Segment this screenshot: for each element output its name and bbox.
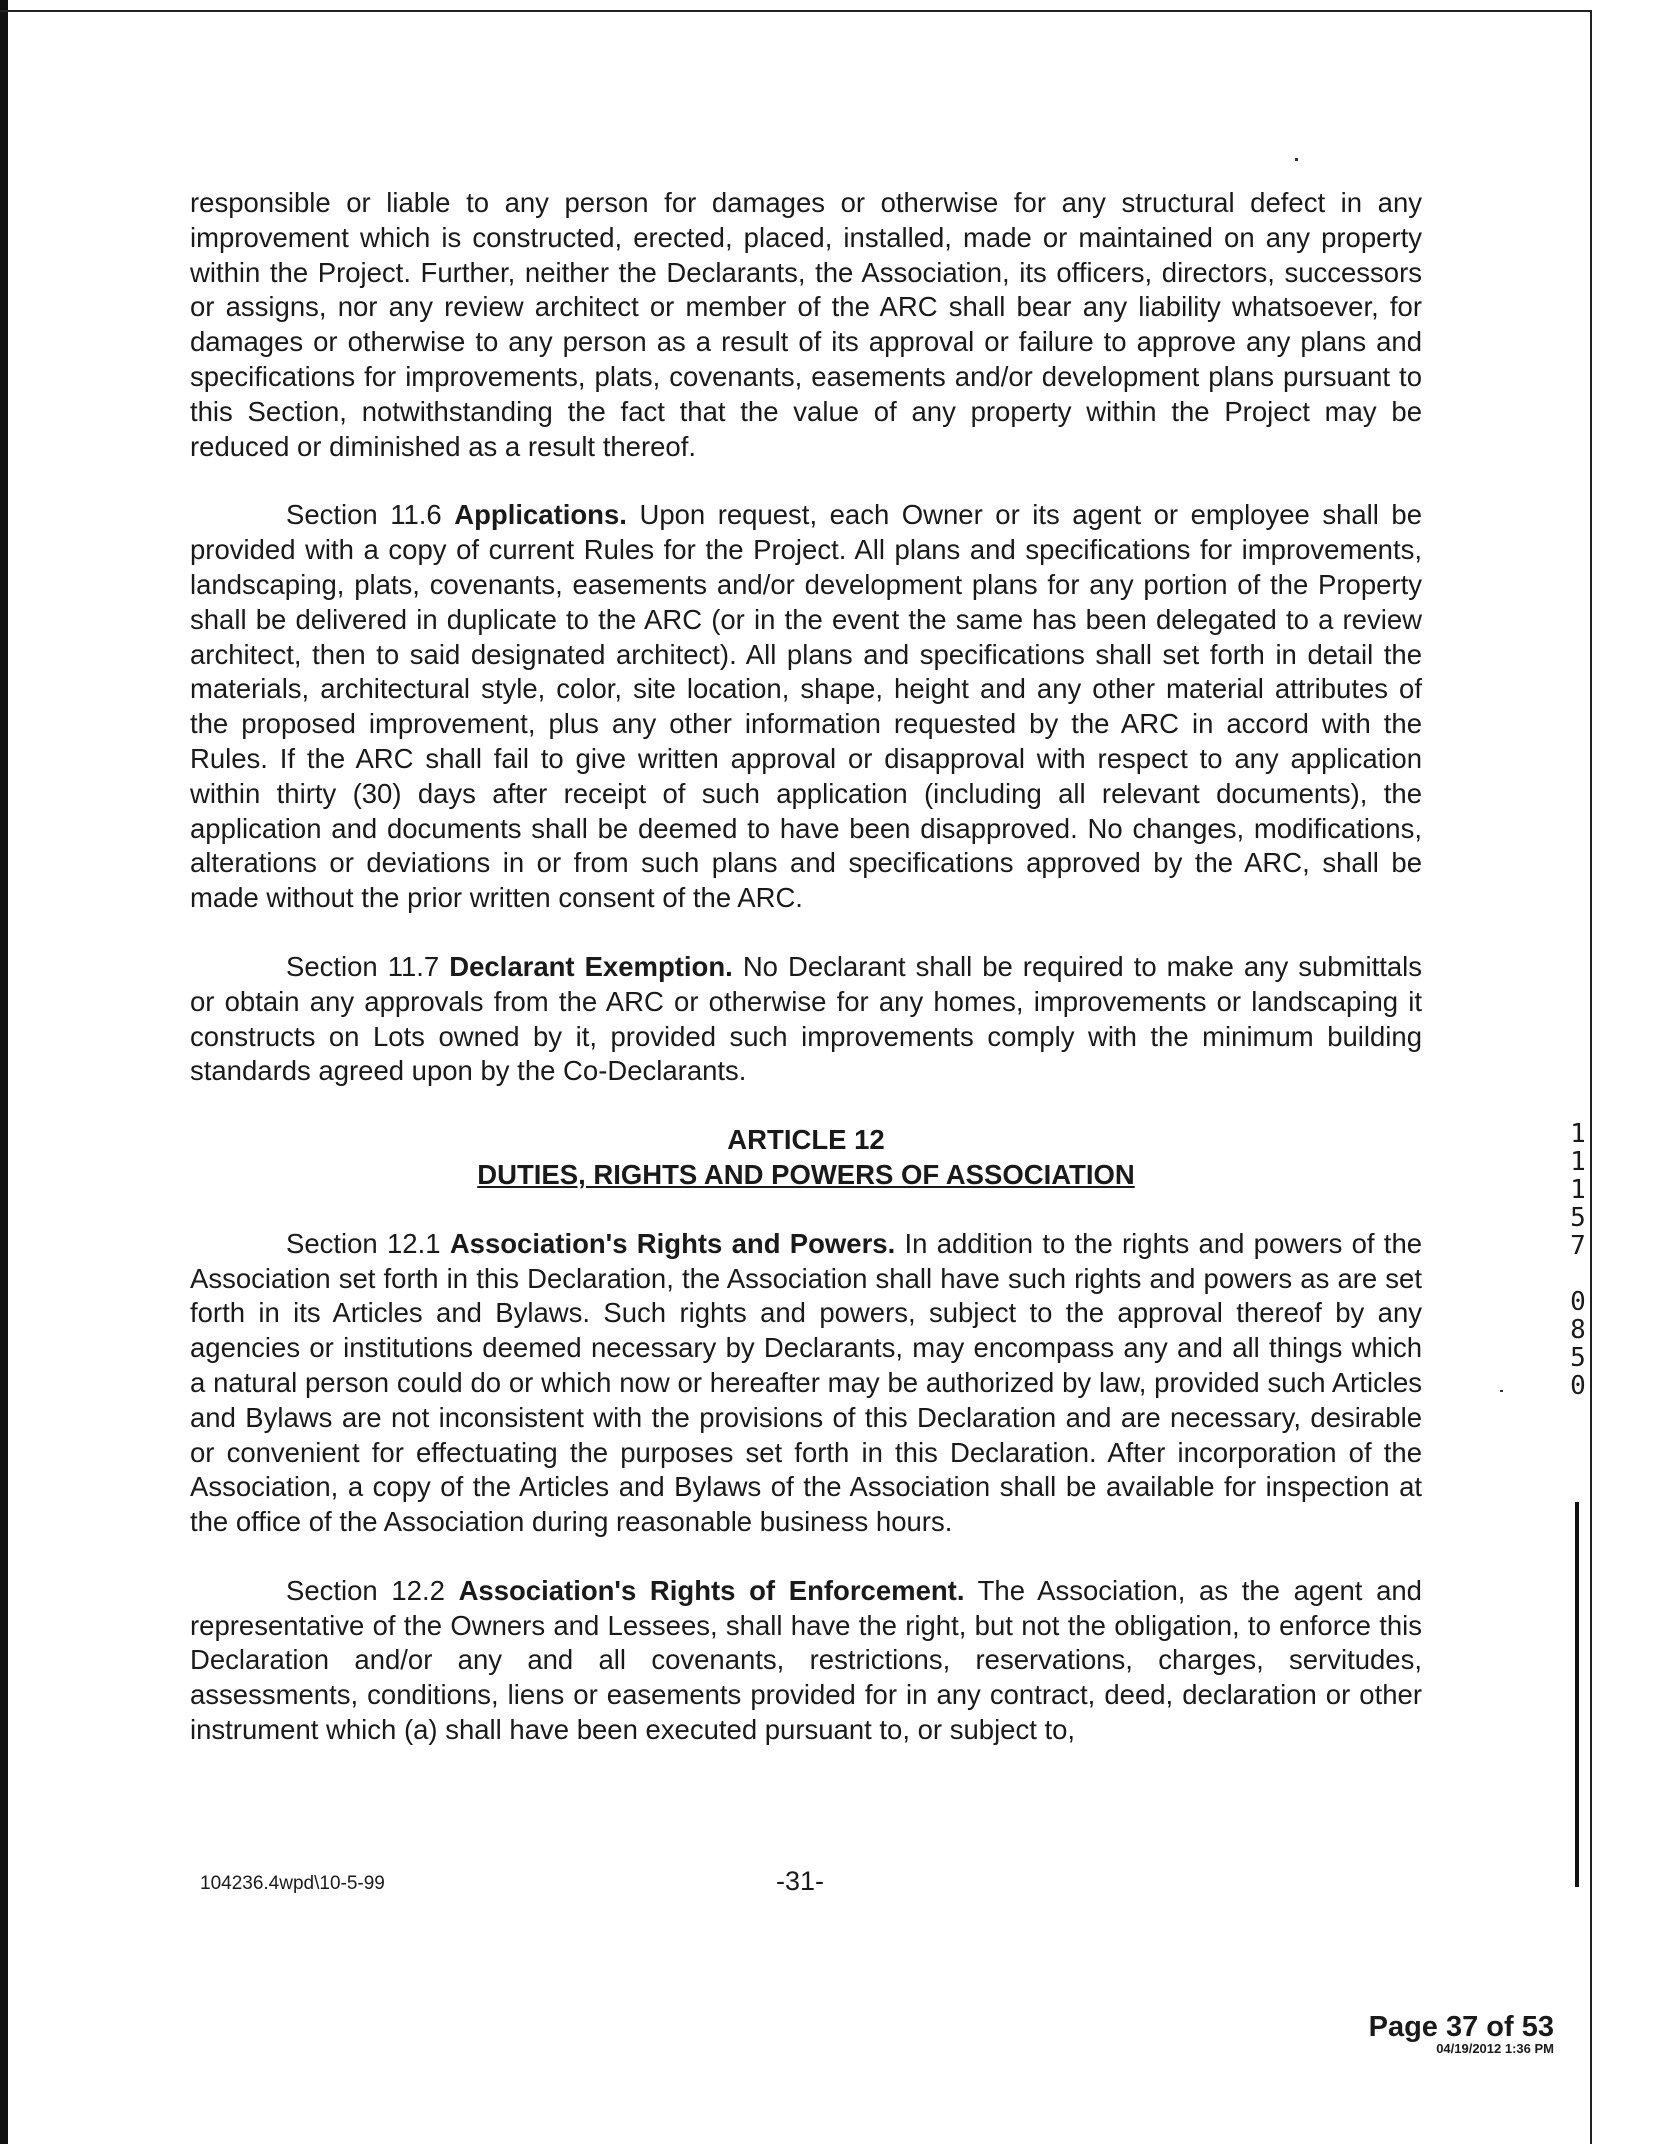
stamp-char: 0 [1570,1371,1586,1401]
section-12-2 [190,1574,1422,1748]
stamp-char: 8 [1570,1315,1586,1345]
barcode-strip [1575,1502,1579,1887]
stamp-char: 1 [1570,1175,1586,1205]
scan-edge-top [0,10,1592,12]
scan-speck [1500,1390,1503,1392]
section-body: The Association, as the agent and representative of the Owners and Lessees, shall have the right, but not the obligation, to enforce this Declaration and/or any and all covenants, restrictions, reservations, charges, servitudes, assessments, conditions, liens or easements provided for in any contract, deed, declaration or other instrument which (a) shall have been executed pursuant to, or subject to, [190,1574,1422,1746]
section-number: Section 12.1 [286,1227,441,1259]
section-title: Declarant Exemption. [449,950,733,982]
page-stamp [1369,2012,1554,2056]
document-body [190,186,1422,1748]
section-title: Association's Rights and Powers. [449,1227,896,1259]
stamp-char: 5 [1570,1203,1586,1233]
footer-page-number: -31- [776,1866,825,1896]
recording-number-stamp [1558,1120,1598,1400]
section-number: Section 11.7 [286,950,440,982]
article-subheading: DUTIES, RIGHTS AND POWERS OF ASSOCIATION [477,1158,1135,1190]
scan-edge-left [0,0,8,2144]
section-body: Upon request, each Owner or its agent or employee shall be provided with a copy of current Rules for the Project. All plans and specifications for improvements, landscaping, plats, covenants, easements and/or development plans for any portion of the Property shall be delivered in duplicate to the ARC (or in the event the same has been delegated to a review architect, then to said designated architect). All plans and specifications shall set forth in detail the materials, architectural style, color, site location, shape, height and any other material attributes of the proposed improvement, plus any other information requested by the ARC in accord with the Rules. If the ARC shall fail to give written approval or disapproval with respect to any application within thirty (30) days after receipt of such application (including all relevant documents), the application and documents shall be deemed to have been disapproved. No changes, modifications, alterations or deviations in or from such plans and specifications approved by the ARC, shall be made without the prior written consent of the ARC. [190,499,1423,914]
stamp-char: 0 [1570,1287,1586,1317]
page-stamp-label: Page 37 of 53 [1368,2011,1554,2043]
section-title: Applications. [454,499,627,531]
stamp-char: 1 [1570,1147,1586,1177]
scan-edge-right [1590,10,1592,2144]
section-11-6 [190,498,1422,916]
paragraph-continuation: responsible or liable to any person for damages or otherwise for any structural defect in any improvement which is constructed, erected, placed, installed, made or maintained on any property within the Project. Further, neither the Declarants, the Association, its officers, directors, successors or assigns, nor any review architect or member of the ARC shall bear any liability whatsoever, for damages or otherwise to any person as a result of its approval or failure to approve any plans and specifications for improvements, plats, covenants, easements and/or development plans pursuant to this Section, notwithstanding the fact that the value of any property within the Project may be reduced or diminished as a result thereof. [190,187,1422,462]
article-heading: ARTICLE 12 [727,1124,885,1156]
stamp-char: 7 [1570,1231,1586,1261]
stamp-char [1558,1260,1598,1288]
section-12-1 [190,1227,1422,1540]
section-11-7 [190,950,1422,1089]
article-heading-block [190,1123,1422,1193]
section-number: Section 11.6 [286,499,442,531]
section-number: Section 12.2 [286,1574,445,1606]
stamp-char: 5 [1570,1343,1586,1373]
stamp-char: 1 [1570,1119,1586,1149]
page-stamp-datetime: 04/19/2012 1:36 PM [1436,2041,1554,2056]
footer-document-id: 104236.4wpd\10-5-99 [200,1873,385,1894]
section-title: Association's Rights of Enforcement. [458,1574,965,1606]
scan-speck [1295,158,1298,161]
section-body: In addition to the rights and powers of the Association set forth in this Declaration, the Association shall have such rights and powers as are set forth in its Articles and Bylaws. Such rights and powers, subject to the approval thereof by any agencies or institutions deemed necessary by Declarants, may encompass any and all things which a natural person could do or which now or hereafter may be authorized by law, provided such Articles and Bylaws are not inconsistent with the provisions of this Declaration and are necessary, desirable or convenient for effectuating the purposes set forth in this Declaration. After incorporation of the Association, a copy of the Articles and Bylaws of the Association shall be available for inspection at the office of the Association during reasonable business hours. [190,1227,1423,1538]
section-body: No Declarant shall be required to make any submittals or obtain any approvals from the ARC or otherwise for any homes, improvements or landscaping it constructs on Lots owned by it, provided such improvements comply with the minimum building standards agreed upon by the Co-Declarants. [190,950,1423,1087]
